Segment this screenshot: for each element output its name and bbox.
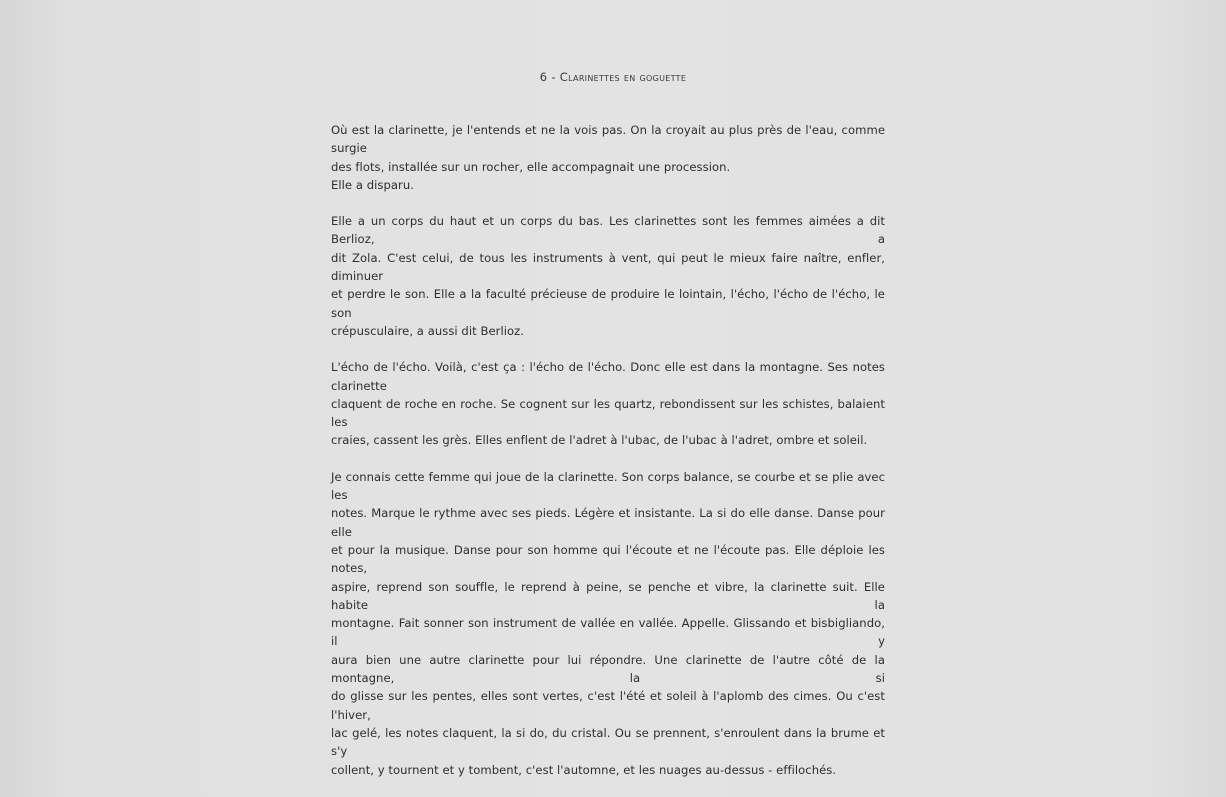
text-body — [331, 121, 885, 797]
paragraph-3 — [331, 358, 885, 449]
paragraph-line: do glisse sur les pentes, elles sont vertes, c'est l'été et soleil à l'aplomb des cimes. Ou c'est l'hiver, — [331, 689, 885, 722]
paragraph-line: Où est la clarinette, je l'entends et ne la vois pas. On la croyait au plus près de l'eau, comme surgie — [331, 123, 885, 156]
paragraph-line: Elle a un corps du haut et un corps du bas. Les clarinettes sont les femmes aimées a dit Berlioz, a — [331, 214, 885, 247]
paragraph-line: et perdre le son. Elle a la faculté précieuse de produire le lointain, l'écho, l'écho de l'écho, le son — [331, 287, 885, 320]
paragraph-line: Elle a disparu. — [331, 177, 415, 192]
paragraph-line: montagne. Fait sonner son instrument de vallée en vallée. Appelle. Glissando et bisbigliando, il y — [331, 616, 885, 649]
paragraph-4 — [331, 468, 885, 779]
paragraph-line: crépusculaire, a aussi dit Berlioz. — [331, 323, 525, 338]
paragraph-line: et pour la musique. Danse pour son homme qui l'écoute et ne l'écoute pas. Elle déploie les notes, — [331, 542, 885, 576]
paragraph-line: Je connais cette femme qui joue de la clarinette. Son corps balance, se courbe et se plie avec les — [331, 469, 885, 503]
paragraph-line: craies, cassent les grès. Elles enflent de l'adret à l'ubac, de l'ubac à l'adret, ombre et soleil. — [331, 433, 868, 448]
paragraph-line: lac gelé, les notes claquent, la si do, du cristal. Ou se prennent, s'enroulent dans la brume et s'y — [331, 725, 885, 759]
paragraph-line: collent, y tournent et y tombent, c'est l'automne, et les nuages au-dessus - effilochés. — [331, 762, 837, 777]
paragraph-2 — [331, 212, 885, 340]
paragraph-line: notes. Marque le rythme avec ses pieds. Légère et insistante. La si do elle danse. Danse pour elle — [331, 506, 885, 539]
paragraph-line: dit Zola. C'est celui, de tous les instruments à vent, qui peut le mieux faire naître, enfler, diminuer — [331, 250, 885, 284]
chapter-title: 6 - Clarinettes en goguette — [539, 70, 687, 84]
paragraph-line: claquent de roche en roche. Se cognent sur les quartz, rebondissent sur les schistes, balaient les — [331, 396, 885, 430]
paragraph-line: aura bien une autre clarinette pour lui répondre. Une clarinette de l'autre côté de la montagne, la si — [331, 652, 885, 686]
paragraph-line: aspire, reprend son souffle, le reprend à peine, se penche et vibre, la clarinette suit. Elle habite la — [331, 579, 885, 612]
paragraph-line: des flots, installée sur un rocher, elle accompagnait une procession. — [331, 159, 731, 174]
paragraph-line: L'écho de l'écho. Voilà, c'est ça : l'écho de l'écho. Donc elle est dans la montagne. Ses notes clarinette — [331, 360, 885, 393]
paragraph-1 — [331, 121, 885, 194]
